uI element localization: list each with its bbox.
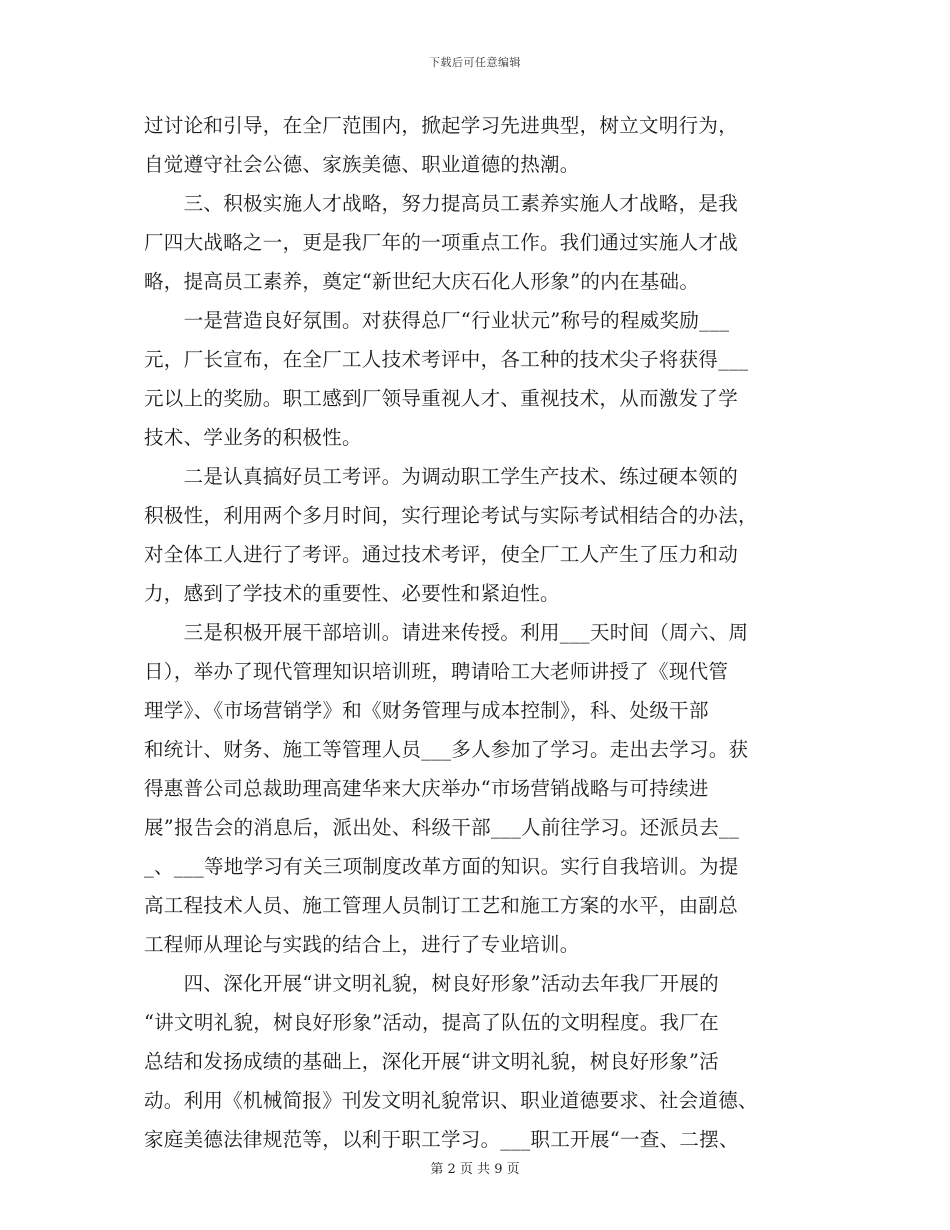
document-body (144, 106, 808, 1159)
text-line: 高工程技术人员、施工管理人员制订工艺和施工方案的水平，由副总 (144, 894, 739, 917)
text-line: _、___等地学习有关三项制度改革方面的知识。实行自我培训。为提 (144, 855, 739, 878)
text-line: 四、深化开展“讲文明礼貌，树良好形象”活动去年我厂开展的 (144, 972, 719, 995)
text-line: 力，感到了学技术的重要性、必要性和紧迫性。 (144, 582, 560, 605)
text-line: 得惠普公司总裁助理高建华来大庆举办“市场营销战略与可持续进 (144, 777, 709, 800)
text-line: 技术、学业务的积极性。 (144, 426, 362, 449)
text-line: 家庭美德法律规范等，以利于职工学习。___职工开展“一查、二摆、 (144, 1128, 739, 1151)
text-line: 三是积极开展干部培训。请进来传授。利用___天时间（周六、周 (144, 621, 749, 644)
page-footer: 第 2 页 共 9 页 (430, 1162, 520, 1177)
text-line: 元，厂长宣布，在全厂工人技术考评中，各工种的技术尖子将获得___ (144, 348, 749, 371)
text-line: 自觉遵守社会公德、家族美德、职业道德的热潮。 (144, 153, 580, 176)
text-line: 元以上的奖励。职工感到厂领导重视人才、重视技术，从而激发了学 (144, 387, 739, 410)
text-line: 过讨论和引导，在全厂范围内，掀起学习先进典型，树立文明行为， (144, 114, 739, 137)
text-line: 厂四大战略之一，更是我厂年的一项重点工作。我们通过实施人才战 (144, 231, 739, 254)
text-line: 三、积极实施人才战略，努力提高员工素养实施人才战略，是我 (144, 192, 739, 215)
text-line: 展”报告会的消息后，派出处、科级干部___人前往学习。还派员去__ (144, 816, 740, 839)
text-line: 日），举办了现代管理知识培训班，聘请哈工大老师讲授了《现代管 (144, 660, 729, 683)
text-line: 动。利用《机械简报》刊发文明礼貌常识、职业道德要求、社会道德、 (144, 1089, 758, 1112)
text-line: 理学》、《市场营销学》和《财务管理与成本控制》，科、处级干部 (144, 699, 709, 722)
text-line: 和统计、财务、施工等管理人员___多人参加了学习。走出去学习。获 (144, 738, 749, 761)
text-line: 积极性，利用两个多月时间，实行理论考试与实际考试相结合的办法， (144, 504, 758, 527)
text-line: “讲文明礼貌，树良好形象”活动，提高了队伍的文明程度。我厂在 (144, 1011, 719, 1034)
text-line: 工程师从理论与实践的结合上，进行了专业培训。 (144, 933, 580, 956)
text-line: 一是营造良好氛围。对获得总厂“行业状元”称号的程威奖励___ (144, 309, 730, 332)
page-header: 下载后可任意编辑 (429, 56, 521, 69)
text-line: 二是认真搞好员工考评。为调动职工学生产技术、练过硬本领的 (144, 465, 739, 488)
text-line: 对全体工人进行了考评。通过技术考评，使全厂工人产生了压力和动 (144, 543, 739, 566)
text-line: 略，提高员工素养，奠定“新世纪大庆石化人形象”的内在基础。 (144, 270, 700, 293)
text-line: 总结和发扬成绩的基础上，深化开展“讲文明礼貌，树良好形象”活 (144, 1050, 719, 1073)
